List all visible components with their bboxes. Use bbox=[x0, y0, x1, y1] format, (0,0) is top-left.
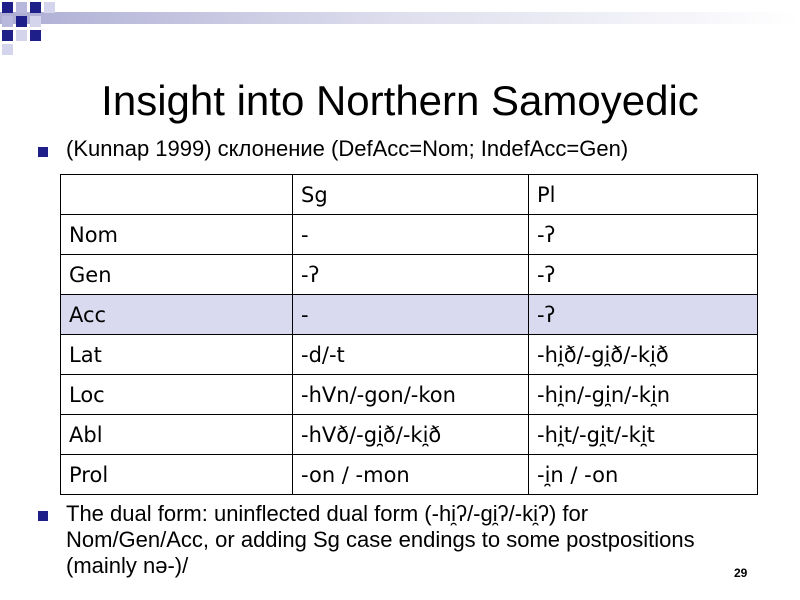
pl-cell: -hi̯t/-gi̯t/-ki̯t bbox=[529, 415, 758, 455]
table-header-row bbox=[61, 175, 758, 215]
header-cell bbox=[61, 175, 293, 215]
table-row bbox=[61, 335, 758, 375]
pl-cell: -ʔ bbox=[529, 295, 758, 335]
table-row bbox=[61, 455, 758, 495]
case-cell: Prol bbox=[61, 455, 293, 495]
table-row bbox=[61, 415, 758, 455]
table-row bbox=[61, 255, 758, 295]
header-cell: Pl bbox=[529, 175, 758, 215]
case-cell: Abl bbox=[61, 415, 293, 455]
bullet-marker bbox=[38, 511, 48, 521]
case-cell: Acc bbox=[61, 295, 293, 335]
bullet-text-1: (Kunnap 1999) склонение (DefAcc=Nom; IndefAcc=Gen) bbox=[66, 136, 629, 161]
page-number: 29 bbox=[734, 566, 748, 580]
table-row-highlighted bbox=[61, 295, 758, 335]
bullet-marker bbox=[38, 147, 48, 157]
case-cell: Gen bbox=[61, 255, 293, 295]
corner-pattern bbox=[0, 0, 800, 60]
case-cell: Loc bbox=[61, 375, 293, 415]
pl-cell: -ʔ bbox=[529, 255, 758, 295]
sg-cell: -on / -mon bbox=[293, 455, 529, 495]
pl-cell: -ʔ bbox=[529, 215, 758, 255]
corner-decoration bbox=[0, 0, 800, 60]
sg-cell: -ʔ bbox=[293, 255, 529, 295]
pl-cell: -i̯n / -on bbox=[529, 455, 758, 495]
pl-cell: -hi̯n/-gi̯n/-ki̯n bbox=[529, 375, 758, 415]
table-row bbox=[61, 215, 758, 255]
sg-cell: -hVn/-gon/-kon bbox=[293, 375, 529, 415]
sg-cell: -d/-t bbox=[293, 335, 529, 375]
case-cell: Lat bbox=[61, 335, 293, 375]
sg-cell: - bbox=[293, 295, 529, 335]
header-cell: Sg bbox=[293, 175, 529, 215]
declension-table bbox=[60, 174, 758, 495]
sg-cell: -hVð/-gi̯ð/-ki̯ð bbox=[293, 415, 529, 455]
slide-title: Insight into Northern Samoyedic bbox=[101, 77, 699, 124]
sg-cell: - bbox=[293, 215, 529, 255]
bullet-text-2: The dual form: uninflected dual form (-hi̯ʔ/-gi̯ʔ/-ki̯ʔ) for Nom/Gen/Acc, or adding Sg case endings to some postpositions (mainly nə-)/ bbox=[66, 501, 695, 578]
table-row bbox=[61, 375, 758, 415]
case-cell: Nom bbox=[61, 215, 293, 255]
pl-cell: -hi̯ð/-gi̯ð/-ki̯ð bbox=[529, 335, 758, 375]
